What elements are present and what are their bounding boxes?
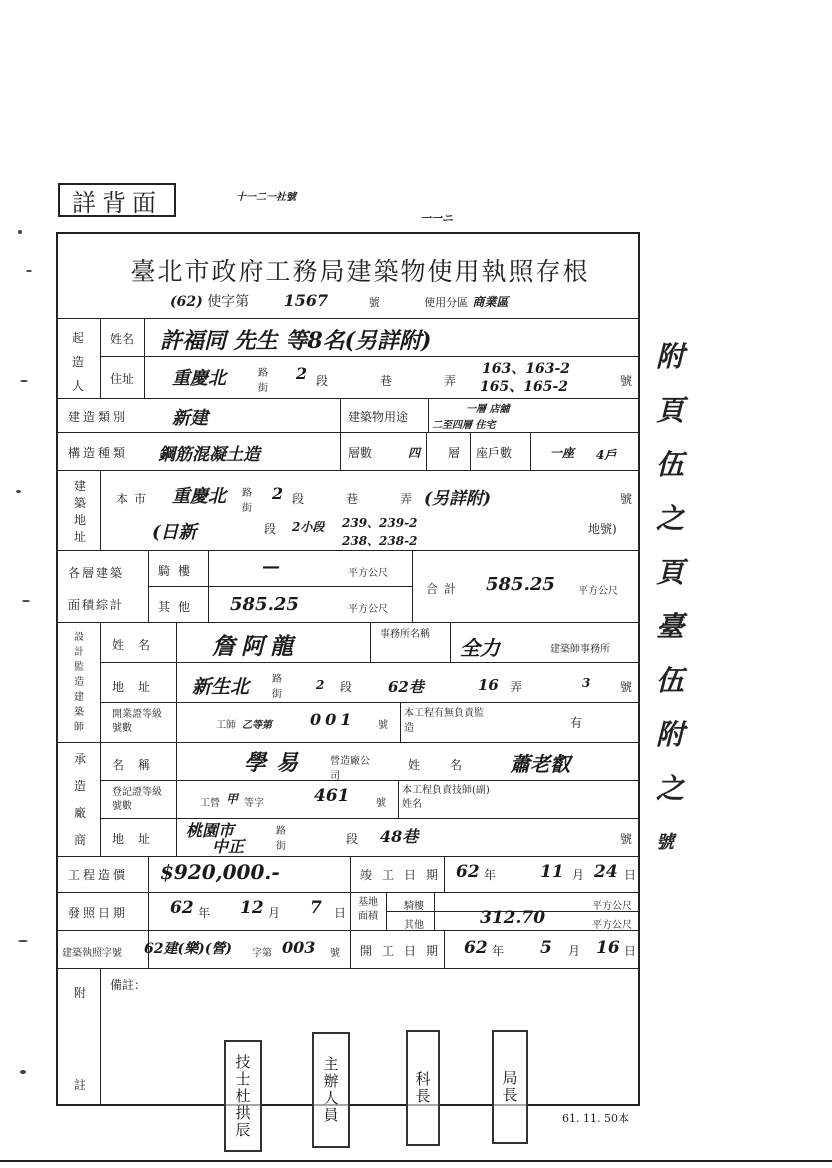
permit-number: 003: [282, 938, 316, 957]
architect-reg-no-label: 號: [378, 720, 388, 731]
architect-addr-lane: 62巷: [388, 678, 424, 696]
rule: [100, 470, 101, 550]
contractor-reg-prefix: 工營: [200, 798, 220, 809]
architect-office-value: 全力: [460, 636, 500, 660]
contractor-addr-section-label: 段: [346, 832, 359, 846]
zone-value: 商業區: [472, 295, 509, 309]
right-note-4: 之: [656, 502, 685, 535]
architect-name-label: 姓名: [112, 638, 165, 652]
rule: [58, 930, 640, 931]
issue-month: 12: [240, 898, 264, 918]
permit-value: 62建(樂)(營): [144, 941, 232, 957]
rule: [100, 702, 640, 703]
completion-year: 62: [456, 862, 480, 882]
top-handwritten-mark: 十一二一社號: [236, 192, 296, 203]
scan-speck: [22, 600, 30, 602]
rule: [176, 622, 177, 742]
rule: [58, 398, 640, 399]
remarks-side-2: 註: [74, 1078, 87, 1092]
start-month: 5: [540, 938, 552, 958]
rule: [58, 968, 640, 969]
architect-supervise-value: 有: [570, 716, 583, 730]
staff-stamp: [312, 1032, 350, 1148]
contractor-owner-label: 姓名: [408, 758, 493, 772]
right-margin-notes: [656, 330, 696, 870]
lot-number-1: 239、239-2: [342, 516, 418, 530]
build-use-label: 建築物用途: [348, 410, 409, 424]
rule: [144, 318, 145, 398]
director-stamp: [492, 1030, 528, 1144]
contractor-reg-class: 甲: [226, 792, 239, 806]
rule: [428, 398, 429, 432]
other-value: 585.25: [230, 594, 299, 615]
cost-value: $920,000.-: [160, 860, 280, 884]
applicant-addr-alley-label: 弄: [444, 374, 457, 388]
rule: [58, 550, 640, 551]
zone-label: 使用分區: [424, 296, 469, 309]
rule: [100, 780, 640, 781]
architect-addr-road-label: 路街: [272, 674, 282, 700]
site-road: 重慶北: [172, 486, 226, 507]
build-use-value-1: 一層 店舖: [466, 404, 510, 415]
applicant-label: 起造人: [72, 331, 85, 393]
start-y: 年: [492, 944, 505, 958]
start-label: 開工日期: [360, 944, 449, 958]
rule: [470, 432, 471, 470]
rule: [100, 968, 101, 1106]
architect-reg-no: 001: [310, 710, 356, 729]
site-city: 本市: [116, 492, 153, 506]
applicant-addr-road-label: 路街: [258, 368, 268, 394]
rule: [340, 398, 341, 470]
license-number: 1567: [283, 291, 329, 310]
form-title: 臺北市政府工務局建築物使用執照存根: [130, 257, 590, 286]
rule: [58, 432, 640, 433]
land-other-value: 312.70: [480, 908, 546, 928]
architect-office-suffix: 建築師事務所: [550, 644, 610, 655]
rule: [58, 742, 640, 743]
contractor-addr-label: 地址: [112, 832, 165, 846]
rule: [100, 818, 640, 819]
rule: [148, 586, 412, 587]
right-note-3: 伍: [656, 448, 685, 481]
applicant-addr-no-label: 號: [620, 374, 633, 388]
completion-d: 日: [624, 868, 637, 882]
permit-mid: 字第: [252, 948, 272, 959]
contractor-reg-class2: 等字: [244, 798, 264, 809]
issue-m: 月: [268, 906, 281, 920]
land-other-label: 其他: [404, 920, 424, 931]
contractor-addr-city: 桃園市: [186, 821, 235, 840]
architect-addr-alley-label: 弄: [510, 680, 523, 694]
start-m: 月: [568, 944, 581, 958]
rule: [100, 622, 101, 742]
contractor-name-value: 學易: [244, 750, 309, 776]
contractor-reg-no: 461: [314, 786, 350, 806]
applicant-addr-road: 重慶北: [172, 368, 226, 389]
remarks-side-1: 附: [74, 986, 87, 1000]
issue-year: 62: [170, 898, 194, 918]
rule: [100, 318, 101, 398]
lot-prefix: (日新: [152, 522, 197, 543]
contractor-owner-value: 蕭老叡: [510, 752, 570, 776]
site-note: (另詳附): [424, 489, 492, 509]
site-section: 2: [272, 484, 284, 503]
floors-value: 四: [408, 446, 421, 460]
footer-print-info: 61. 11. 50本: [562, 1112, 629, 1125]
issue-y: 年: [198, 906, 211, 920]
director-stamp-text: 局長: [500, 1070, 519, 1104]
permit-label: 建築執照字號: [62, 948, 122, 959]
other-unit: 平方公尺: [348, 604, 388, 615]
applicant-addr-no-2: 165、165-2: [480, 379, 568, 395]
architect-addr-label: 地址: [112, 680, 165, 694]
section-chief-stamp-text: 科長: [413, 1071, 432, 1105]
right-note-2: 頁: [656, 394, 685, 427]
scan-speck: [20, 380, 28, 382]
contractor-addr-no-label: 號: [620, 832, 633, 846]
rule: [412, 550, 413, 622]
rule: [426, 432, 427, 470]
right-note-9: 之: [656, 772, 685, 805]
architect-label: 設計監造建築師: [74, 632, 84, 733]
detail-back-label: 詳背面: [72, 188, 162, 217]
lot-section-label: 段: [264, 522, 277, 536]
contractor-addr-lane: 48巷: [380, 827, 419, 846]
rule: [100, 662, 640, 663]
completion-day: 24: [594, 862, 618, 882]
contractor-name-suffix: 營造廠公司: [330, 756, 370, 782]
start-year: 62: [464, 938, 488, 958]
rule: [450, 622, 451, 662]
other-label: 其他: [158, 600, 199, 614]
arcade-label: 騎樓: [158, 564, 199, 578]
rule: [176, 742, 177, 856]
architect-reg-prefix: 工師: [216, 720, 236, 731]
section-chief-stamp: [406, 1030, 440, 1146]
rule: [58, 892, 640, 893]
right-note-6: 臺: [656, 610, 685, 643]
issue-label: 發照日期: [68, 906, 129, 920]
bottom-edge: [0, 1160, 832, 1162]
floor-area-label-2: 面積綜計: [68, 598, 125, 612]
floor-area-label-1: 各層建築: [68, 566, 125, 580]
rule: [58, 318, 640, 319]
arcade-unit: 平方公尺: [348, 568, 388, 579]
right-note-5: 頁: [656, 556, 685, 589]
build-use-value-2: 二至四層 住宅: [432, 420, 496, 431]
floors-unit: 層: [448, 446, 461, 460]
officer-stamp: [224, 1040, 262, 1152]
applicant-addr-no-1: 163、163-2: [482, 361, 570, 377]
site-no-label: 號: [620, 492, 633, 506]
total-value: 585.25: [486, 574, 555, 595]
completion-month: 11: [540, 862, 564, 882]
contractor-addr-road: 中正: [212, 837, 245, 856]
floors-label: 層數: [348, 446, 373, 460]
scan-speck: [26, 270, 32, 272]
license-line: [170, 291, 509, 311]
rule: [370, 622, 371, 662]
cost-label: 工程造價: [68, 868, 129, 882]
architect-addr-section-label: 段: [340, 680, 353, 694]
permit-suffix: 號: [330, 948, 340, 959]
site-section-label: 段: [292, 492, 305, 506]
rule: [350, 856, 351, 968]
build-category-value: 新建: [172, 408, 208, 429]
scan-speck: [18, 940, 28, 942]
license-prefix: 使字第: [207, 294, 250, 310]
right-note-8: 附: [656, 718, 685, 751]
build-category-label: 建造類別: [68, 410, 129, 424]
applicant-addr-label: 住址: [110, 372, 135, 386]
architect-name-value: 詹阿龍: [212, 633, 299, 660]
applicant-name-value: 許福同 先生 等8名(另詳附): [160, 328, 432, 354]
rule: [58, 856, 640, 857]
contractor-reg-label: 登記證等級號數: [112, 787, 162, 812]
scan-speck: [20, 1070, 26, 1074]
architect-supervise-label: 本工程有無負責監造: [404, 708, 484, 734]
architect-addr-section: 2: [316, 678, 325, 692]
rule: [58, 470, 640, 471]
scan-speck: [18, 230, 22, 234]
households-value: 4戶: [596, 448, 617, 462]
issue-day: 7: [310, 898, 322, 918]
architect-office-label: 事務所名稱: [380, 629, 430, 640]
applicant-addr-section-label: 段: [316, 374, 329, 388]
architect-addr-alley: 16: [478, 676, 499, 694]
land-other-unit: 平方公尺: [592, 920, 632, 931]
officer-stamp-text: 技士杜拱辰: [233, 1053, 252, 1139]
land-area-label: 基地面積: [358, 897, 378, 922]
start-d: 日: [624, 944, 637, 958]
applicant-addr-section: 2: [296, 364, 308, 383]
contractor-label: 承造廠商: [74, 752, 87, 847]
start-day: 16: [596, 938, 620, 958]
land-arcade-unit: 平方公尺: [592, 901, 632, 912]
right-note-7: 伍: [656, 664, 685, 697]
license-suffix: 號: [368, 296, 380, 309]
land-arcade-label: 騎樓: [404, 901, 424, 912]
rule: [530, 432, 531, 470]
right-note-10: 號: [656, 832, 674, 853]
completion-label: 竣工日期: [360, 868, 449, 882]
lot-suffix: 地號): [588, 522, 617, 536]
contractor-addr-road-label: 路街: [276, 826, 286, 852]
site-lane-label: 巷: [346, 492, 359, 506]
units-label: 座戶數: [476, 446, 513, 460]
rule: [398, 780, 399, 818]
structure-value: 鋼筋混凝土造: [158, 445, 260, 465]
rule: [100, 742, 101, 856]
site-label: 建築地址: [74, 479, 87, 544]
lot-subsection: 2小段: [292, 520, 325, 534]
contractor-engineer-label: 本工程負責技師(副)姓名: [402, 785, 490, 810]
total-unit: 平方公尺: [578, 586, 618, 597]
remarks-label: 備註：: [110, 978, 147, 992]
lot-number-2: 238、238-2: [342, 534, 418, 548]
applicant-addr-lane-label: 巷: [380, 374, 393, 388]
rule: [400, 702, 401, 742]
staff-stamp-text: 主辦人員: [321, 1056, 340, 1124]
issue-d: 日: [334, 906, 347, 920]
detail-back-box: [58, 183, 176, 217]
structure-label: 構造種類: [68, 446, 129, 460]
applicant-name-label: 姓名: [110, 332, 135, 346]
scan-speck: [16, 490, 21, 493]
site-alley-label: 弄: [400, 492, 413, 506]
architect-reg-class: 乙等第: [242, 720, 272, 731]
architect-addr-value: 新生北: [192, 676, 250, 698]
contractor-name-label: 名稱: [112, 758, 165, 772]
contractor-reg-no-label: 號: [376, 798, 386, 809]
rule: [58, 622, 640, 623]
arcade-value: —: [262, 556, 280, 577]
right-note-1: 附: [656, 340, 685, 373]
total-label: 合計: [426, 582, 463, 596]
top-right-mark: 一一ニ: [420, 212, 453, 225]
site-road-label: 路街: [242, 488, 252, 514]
units-value: 一座: [550, 446, 575, 460]
architect-addr-no-label: 號: [620, 680, 633, 694]
completion-m: 月: [572, 868, 585, 882]
completion-y: 年: [484, 868, 497, 882]
architect-reg-label: 開業證等級號數: [112, 709, 162, 734]
rule: [100, 356, 640, 357]
license-year: (62): [170, 294, 203, 310]
architect-addr-no: 3: [582, 676, 591, 690]
